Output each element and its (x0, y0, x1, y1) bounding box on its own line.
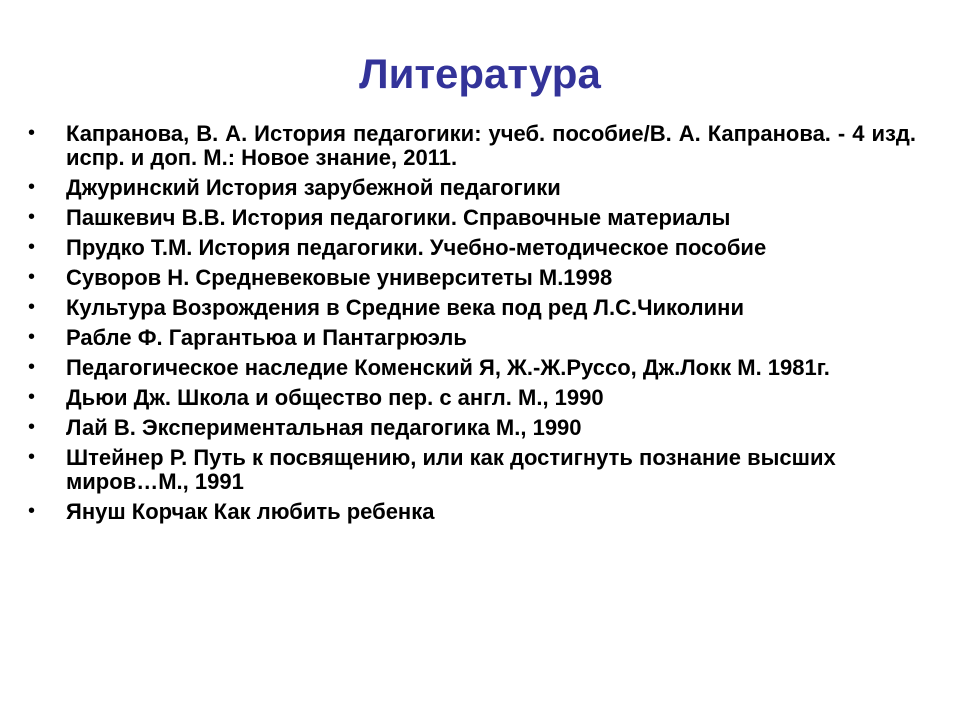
list-item (26, 446, 916, 494)
reference-text: Януш Корчак Как любить ребенка (66, 499, 435, 524)
bullet-icon: • (28, 122, 36, 144)
list-item (26, 500, 916, 524)
reference-text: Рабле Ф. Гаргантьюа и Пантагрюэль (66, 325, 467, 350)
bullet-icon: • (28, 236, 36, 258)
bullet-icon: • (28, 386, 36, 408)
reference-list (26, 122, 916, 530)
reference-text: Штейнер Р. Путь к посвящению, или как достигнуть познание высших миров…М., 1991 (66, 445, 836, 494)
reference-text: Суворов Н. Средневековые университеты М.1998 (66, 265, 613, 290)
reference-text: Джуринский История зарубежной педагогики (66, 175, 561, 200)
bullet-icon: • (28, 446, 36, 468)
slide-title: Литература (359, 50, 601, 97)
reference-text: Капранова, В. А. История педагогики: учеб. пособие/В. А. Капранова. - 4 изд. испр. и доп. М.: Новое знание, 2011. (66, 121, 916, 170)
list-item (26, 236, 916, 260)
list-item (26, 266, 916, 290)
list-item (26, 296, 916, 320)
reference-text: Педагогическое наследие Коменский Я, Ж.-Ж.Руссо, Дж.Локк М. 1981г. (66, 355, 830, 380)
list-item (26, 122, 916, 170)
list-item (26, 176, 916, 200)
reference-text: Лай В. Экспериментальная педагогика М., 1990 (66, 415, 582, 440)
list-item (26, 356, 916, 380)
bullet-icon: • (28, 176, 36, 198)
bullet-icon: • (28, 500, 36, 522)
bullet-icon: • (28, 356, 36, 378)
reference-text: Культура Возрождения в Средние века под ред Л.С.Чиколини (66, 295, 744, 320)
list-item (26, 386, 916, 410)
list-item (26, 326, 916, 350)
reference-text: Пашкевич В.В. История педагогики. Справочные материалы (66, 205, 731, 230)
list-item (26, 206, 916, 230)
bullet-icon: • (28, 416, 36, 438)
bullet-icon: • (28, 296, 36, 318)
reference-text: Дьюи Дж. Школа и общество пер. с англ. М., 1990 (66, 385, 604, 410)
bullet-icon: • (28, 326, 36, 348)
bullet-icon: • (28, 206, 36, 228)
bullet-icon: • (28, 266, 36, 288)
list-item (26, 416, 916, 440)
reference-text: Прудко Т.М. История педагогики. Учебно-методическое пособие (66, 235, 767, 260)
